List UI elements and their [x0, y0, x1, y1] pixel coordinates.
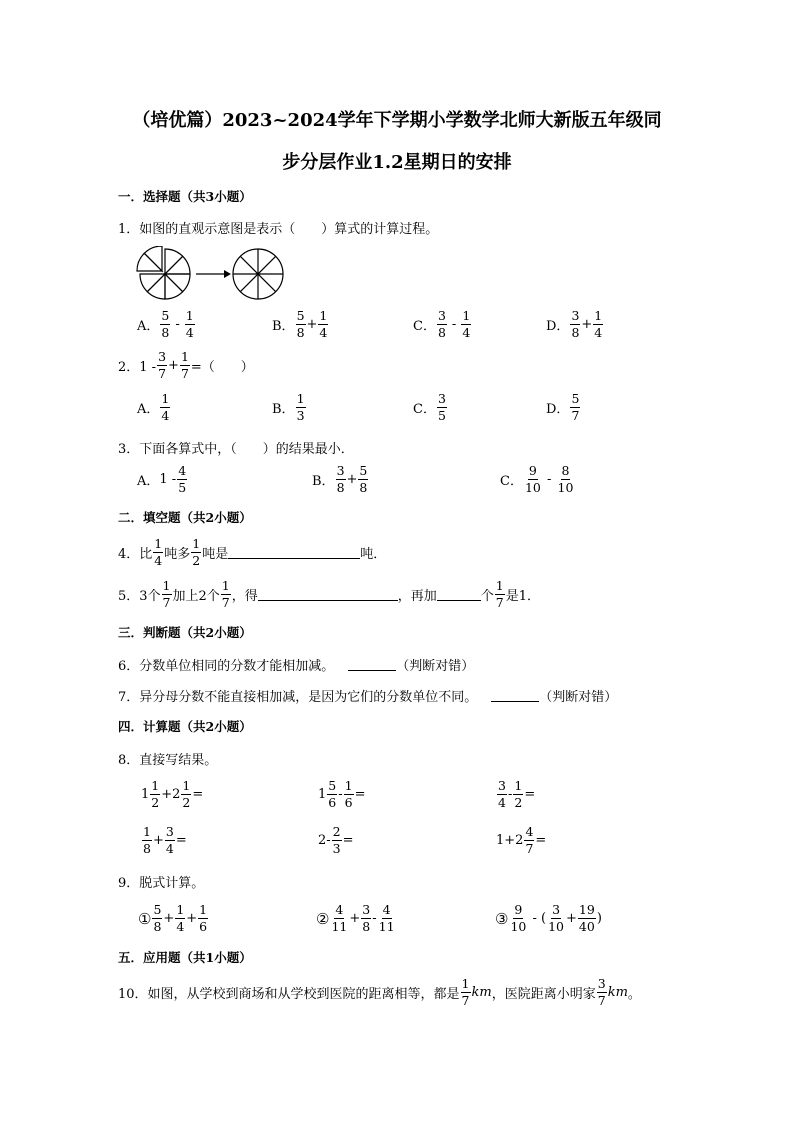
fraction: $\frac{3}{5}$ — [437, 391, 446, 423]
fraction: $\frac{4}{11}$ — [378, 902, 395, 934]
operator: + — [168, 358, 179, 373]
operator: + — [186, 911, 198, 926]
question-1-option-d[interactable] — [546, 310, 604, 339]
operator: + — [163, 911, 175, 926]
answer-blank[interactable] — [491, 689, 539, 702]
circled-number: ② — [316, 909, 330, 928]
operator: - — [507, 787, 513, 802]
pie-diagram — [134, 246, 294, 302]
question-2-stem — [118, 351, 254, 380]
option-label: A． — [137, 474, 160, 489]
fraction: $\frac{3}{8}$ — [362, 902, 371, 934]
fraction: $\frac{1}{2}$ — [514, 778, 523, 810]
text: （判断对错） — [396, 659, 475, 674]
unit: km — [471, 985, 492, 1000]
fraction: $\frac{9}{10}$ — [524, 463, 541, 495]
question-8-expr-2 — [318, 780, 366, 809]
operator: + — [349, 911, 361, 926]
option-label: C． — [413, 402, 436, 417]
operator: + — [152, 833, 164, 848]
fraction: $\frac{1}{4}$ — [161, 391, 170, 423]
question-2-option-c[interactable] — [413, 393, 448, 422]
fraction: $\frac{1}{6}$ — [199, 902, 208, 934]
operator: - — [338, 787, 343, 802]
answer-blank[interactable] — [348, 658, 396, 671]
fraction: $\frac{1}{7}$ — [221, 578, 230, 610]
option-label: B． — [312, 474, 335, 489]
fraction: $\frac{3}{8}$ — [336, 463, 345, 495]
text: ) — [596, 911, 602, 926]
question-6 — [118, 655, 474, 674]
option-label: C． — [413, 319, 436, 334]
question-5 — [118, 580, 540, 609]
fraction: $\frac{1}{4}$ — [176, 902, 185, 934]
text: 1 — [141, 787, 150, 802]
text: 吨是 — [202, 547, 229, 562]
option-label: B． — [272, 402, 295, 417]
text: 1+2 — [496, 833, 524, 848]
question-9-stem: 9．脱式计算。 — [118, 876, 205, 891]
text: = — [192, 787, 204, 802]
text: 4．比 — [118, 547, 153, 562]
question-3-option-c[interactable] — [500, 465, 575, 494]
option-label: B． — [272, 319, 295, 334]
option-label: A． — [137, 319, 160, 334]
fraction: $\frac{1}{7}$ — [180, 349, 189, 381]
operator: + — [581, 317, 593, 332]
fraction: $\frac{3}{8}$ — [571, 308, 580, 340]
section-heading-fill: 二．填空题（共2小题） — [118, 510, 252, 525]
fraction: $\frac{3}{4}$ — [165, 824, 174, 856]
operator: - ( — [528, 911, 547, 926]
operator: + — [566, 911, 577, 926]
text: 加上2个 — [172, 589, 220, 604]
question-8-expr-5 — [318, 826, 354, 855]
text: 是1． — [505, 589, 541, 604]
text: 5．3个 — [118, 589, 161, 604]
text: 1 — [318, 787, 327, 802]
fraction: $\frac{3}{4}$ — [498, 778, 506, 810]
text: ，得 — [231, 589, 258, 604]
text: 1 - — [159, 472, 177, 487]
question-8-stem: 8．直接写结果。 — [118, 753, 218, 768]
question-2-option-d[interactable] — [546, 393, 581, 422]
operator: - — [175, 317, 180, 332]
operator: - — [372, 911, 377, 926]
text: 吨． — [360, 547, 387, 562]
option-label: A． — [137, 402, 160, 417]
circled-number: ③ — [495, 909, 509, 928]
fraction: $\frac{1}{4}$ — [185, 308, 194, 340]
question-3-option-a[interactable] — [137, 465, 188, 494]
text: 2- — [318, 833, 331, 848]
section-heading-choice: 一．选择题（共3小题） — [118, 189, 252, 204]
slice — [165, 249, 183, 274]
text: = — [524, 787, 536, 802]
fraction: $\frac{1}{4}$ — [154, 536, 163, 568]
text: （判断对错） — [539, 690, 618, 705]
fraction: $\frac{3}{7}$ — [597, 976, 606, 1008]
question-1-figure — [134, 246, 294, 306]
question-4 — [118, 538, 386, 567]
text: 6．分数单位相同的分数才能相加减。 — [118, 659, 335, 674]
fraction: $\frac{1}{6}$ — [344, 778, 353, 810]
option-label: D． — [546, 402, 570, 417]
answer-blank[interactable] — [258, 588, 398, 601]
question-8-expr-1 — [141, 780, 203, 809]
fraction: $\frac{4}{11}$ — [331, 902, 348, 934]
question-1-option-c[interactable] — [413, 310, 472, 339]
page-title-line1: （培优篇）2023~2024学年下学期小学数学北师大新版五年级同 — [132, 110, 662, 131]
fraction: $\frac{1}{4}$ — [462, 308, 471, 340]
text: 7．异分母分数不能直接相加减，是因为它们的分数单位不同。 — [118, 690, 478, 705]
question-9-expr-2 — [316, 904, 397, 933]
question-2-option-a[interactable] — [137, 393, 171, 422]
question-9-expr-3 — [495, 904, 602, 933]
fraction: $\frac{1}{7}$ — [461, 976, 470, 1008]
fraction: $\frac{1}{2}$ — [182, 778, 191, 810]
operator: +2 — [161, 787, 181, 802]
circled-number: ① — [138, 909, 152, 928]
question-8-expr-3 — [496, 780, 535, 809]
unit: km — [607, 985, 628, 1000]
fraction: $\frac{1}{3}$ — [296, 391, 305, 423]
question-9-expr-1 — [138, 904, 209, 933]
option-label: D． — [546, 319, 570, 334]
fraction: $\frac{5}{6}$ — [328, 778, 337, 810]
option-label: C． — [500, 474, 523, 489]
operator: - — [542, 472, 556, 487]
fraction: $\frac{5}{8}$ — [153, 902, 162, 934]
fraction: $\frac{2}{3}$ — [332, 824, 341, 856]
text: = — [535, 833, 547, 848]
text: = — [354, 787, 366, 802]
text: 个 — [480, 589, 494, 604]
question-8-expr-6 — [496, 826, 546, 855]
fraction: $\frac{3}{8}$ — [437, 308, 446, 340]
fraction: $\frac{5}{7}$ — [571, 391, 580, 423]
fraction: $\frac{1}{8}$ — [143, 824, 151, 856]
text: ，医院距离小明家 — [491, 987, 596, 1002]
question-1-option-b[interactable] — [272, 310, 329, 339]
fraction: $\frac{4}{5}$ — [178, 463, 187, 495]
question-3-option-b[interactable] — [312, 465, 369, 494]
question-2-option-b[interactable] — [272, 393, 307, 422]
text: 吨多 — [164, 547, 191, 562]
fraction: $\frac{3}{10}$ — [548, 902, 564, 934]
fraction: $\frac{9}{10}$ — [510, 902, 527, 934]
question-1-stem: 1．如图的直观示意图是表示（ ）算式的计算过程。 — [118, 222, 439, 237]
text: = — [175, 833, 187, 848]
fraction: $\frac{8}{10}$ — [557, 463, 574, 495]
text: ，再加 — [397, 589, 437, 604]
question-8-expr-4 — [141, 826, 187, 855]
fraction: $\frac{1}{7}$ — [162, 578, 171, 610]
fraction: $\frac{19}{40}$ — [578, 902, 595, 934]
operator: + — [306, 317, 318, 332]
question-3-stem: 3．下面各算式中，（ ）的结果最小． — [118, 442, 354, 457]
fraction: $\frac{1}{4}$ — [319, 308, 328, 340]
fraction: $\frac{1}{4}$ — [594, 308, 603, 340]
answer-blank[interactable] — [228, 546, 360, 559]
text: = — [342, 833, 354, 848]
section-heading-calc: 四．计算题（共2小题） — [118, 719, 252, 734]
page-title-line2: 步分层作业1.2星期日的安排 — [282, 152, 512, 173]
fraction: $\frac{4}{7}$ — [525, 824, 534, 856]
fraction: $\frac{1}{2}$ — [192, 536, 201, 568]
text: 2．1 - — [118, 360, 157, 375]
text: 10．如图，从学校到商场和从学校到医院的距离相等，都是 — [118, 987, 460, 1002]
fraction: $\frac{1}{2}$ — [151, 778, 160, 810]
question-10 — [118, 978, 641, 1007]
question-7 — [118, 686, 617, 705]
text: 。 — [627, 987, 641, 1002]
fraction: $\frac{5}{8}$ — [161, 308, 170, 340]
fraction: $\frac{3}{7}$ — [158, 349, 167, 381]
fraction: $\frac{5}{8}$ — [296, 308, 305, 340]
section-heading-application: 五．应用题（共1小题） — [118, 950, 252, 965]
section-heading-judge: 三．判断题（共2小题） — [118, 625, 252, 640]
fraction: $\frac{5}{8}$ — [359, 463, 368, 495]
operator: - — [451, 317, 457, 332]
operator: + — [346, 472, 358, 487]
fraction: $\frac{1}{7}$ — [495, 578, 504, 610]
text: =（ ） — [190, 360, 254, 375]
question-1-option-a[interactable] — [137, 310, 196, 339]
answer-blank[interactable] — [437, 588, 481, 601]
